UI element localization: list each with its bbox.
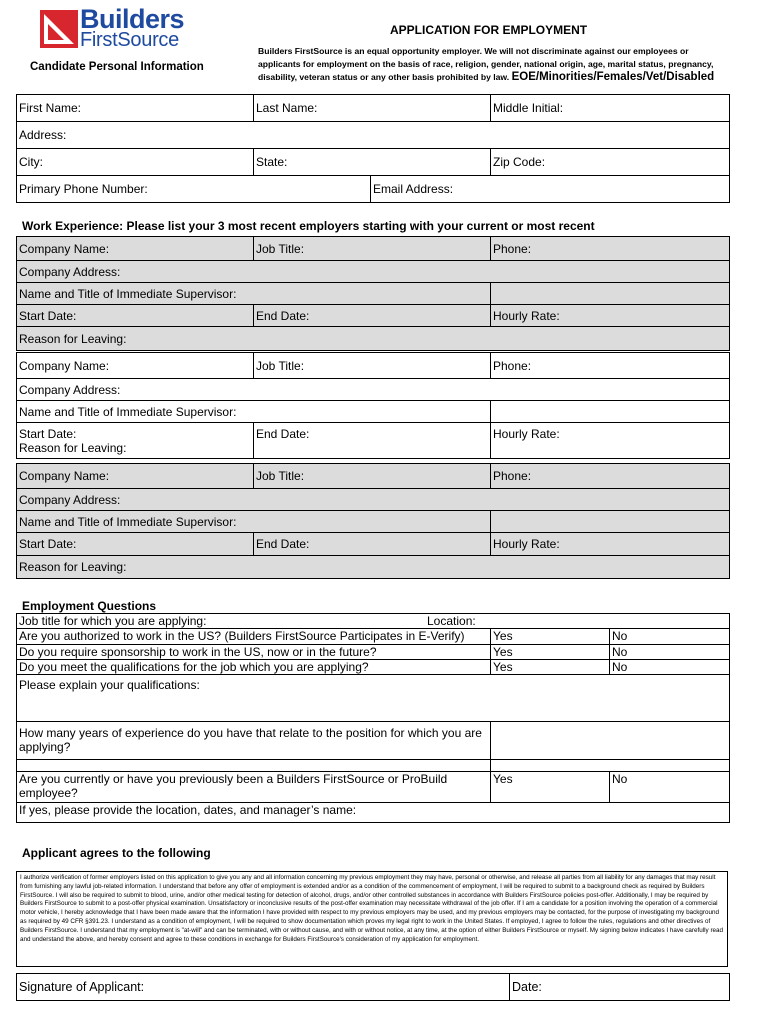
employer3-address-field[interactable] <box>17 489 730 511</box>
location-label: Location: <box>427 614 476 628</box>
employer2-address-field[interactable] <box>17 379 730 401</box>
logo-wordmark-line2: FirstSource <box>80 29 179 51</box>
job-title-label: Job Title: <box>256 469 305 483</box>
employer3-company-field[interactable] <box>17 464 254 489</box>
employer1-supervisor-extra[interactable] <box>491 283 730 305</box>
employer2-supervisor-extra[interactable] <box>491 401 730 423</box>
employer3-hourly-rate-field[interactable] <box>491 533 730 556</box>
hourly-rate-label: Hourly Rate: <box>493 308 560 323</box>
job-title-applying-label: Job title for which you are applying: <box>19 614 207 628</box>
hourly-rate-label: Hourly Rate: <box>493 537 560 551</box>
start-date-label: Start Date: <box>19 537 77 551</box>
address-field[interactable] <box>17 122 730 149</box>
sponsorship-yes-option[interactable]: Yes <box>491 645 610 660</box>
state-label: State: <box>256 155 288 169</box>
phone-label: Phone: <box>493 469 532 483</box>
zip-field[interactable] <box>491 149 730 176</box>
years-experience-question: How many years of experience do you have that relate to the position for which you are applying? <box>17 722 491 760</box>
employer2-end-date-field[interactable] <box>254 423 491 459</box>
date-label: Date: <box>512 980 542 994</box>
years-experience-answer[interactable] <box>491 722 730 760</box>
employer1-phone-field[interactable] <box>491 237 730 261</box>
signature-field[interactable] <box>17 974 510 1001</box>
first-name-label: First Name: <box>19 101 82 115</box>
employer1-hourly-rate-field[interactable] <box>491 305 730 327</box>
eoe-text: Builders FirstSource is an equal opportunity employer. We will not discriminate against our employees or applicants for employment on the basis of race, religion, gender, national origin, age, marital status, pregnancy, disability, veteran status or any other basis prohibited by law. <box>258 46 714 82</box>
company-label: Company Name: <box>19 358 110 373</box>
previous-no-option[interactable]: No <box>610 772 730 803</box>
middle-initial-field[interactable] <box>491 95 730 122</box>
employer3-start-date-field[interactable] <box>17 533 254 556</box>
employer3-end-date-field[interactable] <box>254 533 491 556</box>
questions-table <box>16 613 730 823</box>
last-name-label: Last Name: <box>256 101 318 115</box>
company-address-label: Company Address: <box>19 492 121 507</box>
employer3-reason-field[interactable] <box>17 556 730 579</box>
qualifications-label: Please explain your qualifications: <box>19 678 200 692</box>
authorized-question: Are you authorized to work in the US? (Builders FirstSource Participates in E-Verify) <box>17 629 491 645</box>
agreement-section-title: Applicant agrees to the following <box>22 846 211 860</box>
email-field[interactable] <box>371 176 730 203</box>
employer1-end-date-field[interactable] <box>254 305 491 327</box>
spacer-cell <box>17 760 491 772</box>
email-label: Email Address: <box>373 182 454 196</box>
previous-details-label: If yes, please provide the location, dates, and manager’s name: <box>19 803 357 817</box>
employer2-job-title-field[interactable] <box>254 353 491 379</box>
reason-label: Reason for Leaving: <box>19 441 127 455</box>
employer1-company-field[interactable] <box>17 237 254 261</box>
qualifications-explain-field[interactable] <box>17 675 730 722</box>
eoe-tag: EOE/Minorities/Females/Vet/Disabled <box>511 71 715 83</box>
previous-employee-question: Are you currently or have you previously been a Builders FirstSource or ProBuild employee? <box>17 772 491 803</box>
job-title-label: Job Title: <box>256 358 305 373</box>
hourly-rate-label: Hourly Rate: <box>493 427 560 441</box>
city-field[interactable] <box>17 149 254 176</box>
qualify-yes-option[interactable]: Yes <box>491 660 610 675</box>
company-address-label: Company Address: <box>19 264 121 279</box>
personal-section-title: Candidate Personal Information <box>30 61 204 73</box>
authorized-yes-option[interactable]: Yes <box>491 629 610 645</box>
phone-label: Primary Phone Number: <box>19 182 148 196</box>
eoe-statement <box>258 45 728 84</box>
end-date-label: End Date: <box>256 308 310 323</box>
employer1-address-field[interactable] <box>17 261 730 283</box>
city-label: City: <box>19 155 43 169</box>
employer1-reason-field[interactable] <box>17 327 730 351</box>
signature-table <box>16 973 730 1001</box>
employer2-start-date-field[interactable] <box>17 423 254 459</box>
work-section-title: Work Experience: Please list your 3 most recent employers starting with your current or most recent <box>22 219 595 233</box>
start-date-label: Start Date: <box>19 427 77 441</box>
employer2-hourly-rate-field[interactable] <box>491 423 730 459</box>
sponsorship-question: Do you require sponsorship to work in the US, now or in the future? <box>17 645 491 660</box>
first-name-field[interactable] <box>17 95 254 122</box>
qualify-no-option[interactable]: No <box>610 660 730 675</box>
personal-info-table <box>16 94 730 203</box>
previous-yes-option[interactable]: Yes <box>491 772 610 803</box>
signature-label: Signature of Applicant: <box>19 980 145 994</box>
employer-3-table <box>16 463 730 579</box>
employer3-supervisor-extra[interactable] <box>491 511 730 533</box>
employer1-job-title-field[interactable] <box>254 237 491 261</box>
employer3-job-title-field[interactable] <box>254 464 491 489</box>
reason-label: Reason for Leaving: <box>19 331 127 346</box>
employer2-supervisor-field[interactable] <box>17 401 491 423</box>
sponsorship-no-option[interactable]: No <box>610 645 730 660</box>
date-field[interactable] <box>510 974 730 1001</box>
employer2-phone-field[interactable] <box>491 353 730 379</box>
state-field[interactable] <box>254 149 491 176</box>
job-title-applying-field[interactable] <box>17 614 730 629</box>
phone-field[interactable] <box>17 176 371 203</box>
supervisor-label: Name and Title of Immediate Supervisor: <box>19 286 237 301</box>
address-label: Address: <box>19 128 67 142</box>
previous-details-field[interactable] <box>17 803 730 823</box>
company-label: Company Name: <box>19 241 110 256</box>
employer1-supervisor-field[interactable] <box>17 283 491 305</box>
phone-label: Phone: <box>493 358 532 373</box>
authorized-no-option[interactable]: No <box>610 629 730 645</box>
employer-1-table <box>16 236 730 351</box>
end-date-label: End Date: <box>256 537 310 551</box>
logo-wordmark-line1: Builders <box>80 4 185 34</box>
agreement-text: I authorize verification of former employers listed on this application to give you any and all information concerning my previous employment they may have, personal or otherwise, and release all parties from all liability for any damages that may result from furnishing any lawful job-related information. I understand that before any offer of employment is extended and/or as a condition of the commencement of employment, I will be required to submit to a background check as required by Builders FirstSource. I will also be required to submit to blood, urine, and/or other medical testing for detection of alcohol, drugs, and/or other controlled substances in accordance with Builders FirstSource policies post-offer. Additionally, I may be required by Builders FirstSource to submit to a post-offer physical examination. Unsatisfactory or inconclusive results of the post-offer examination may necessitate withdrawal of the job offer. If I am a candidate for a position involving the operation of a commercial motor vehicle, I hereby acknowledge that I have been made aware that the information I have provided with respect to my previous employers may be used, and my previous employers may be contacted, for the purpose of investigating my background as required by 49 CFR §391.23. I understand as a condition of employment, I will be required to show documentation which proves my legal right to work in the United States. If employed, I agree to follow the rules, regulations and other directives of Builders FirstSource. I understand that my employment is "at-will" and can be terminated, with or without cause, and with or without notice, at any time, at the option of either Builders FirstSource or myself. My signing below indicates I have carefully read and understand the above, and hereby consent and agree to these conditions in exchange for Builders FirstSource's consideration of my application for employment. <box>16 871 728 967</box>
start-date-label: Start Date: <box>19 308 77 323</box>
supervisor-label: Name and Title of Immediate Supervisor: <box>19 404 237 419</box>
last-name-field[interactable] <box>254 95 491 122</box>
employer1-start-date-field[interactable] <box>17 305 254 327</box>
phone-label: Phone: <box>493 241 532 256</box>
questions-section-title: Employment Questions <box>22 599 157 613</box>
form-title: APPLICATION FOR EMPLOYMENT <box>390 23 588 37</box>
job-title-label: Job Title: <box>256 241 305 256</box>
end-date-label: End Date: <box>256 427 310 441</box>
reason-label: Reason for Leaving: <box>19 560 127 574</box>
company-address-label: Company Address: <box>19 382 121 397</box>
spacer-cell <box>491 760 730 772</box>
employer3-supervisor-field[interactable] <box>17 511 491 533</box>
middle-initial-label: Middle Initial: <box>493 101 564 115</box>
qualify-question: Do you meet the qualifications for the job which you are applying? <box>17 660 491 675</box>
company-label: Company Name: <box>19 469 110 483</box>
employer3-phone-field[interactable] <box>491 464 730 489</box>
employer2-company-field[interactable] <box>17 353 254 379</box>
employer-2-table <box>16 352 730 459</box>
zip-label: Zip Code: <box>493 155 546 169</box>
company-logo-icon <box>40 10 78 48</box>
supervisor-label: Name and Title of Immediate Supervisor: <box>19 514 237 529</box>
